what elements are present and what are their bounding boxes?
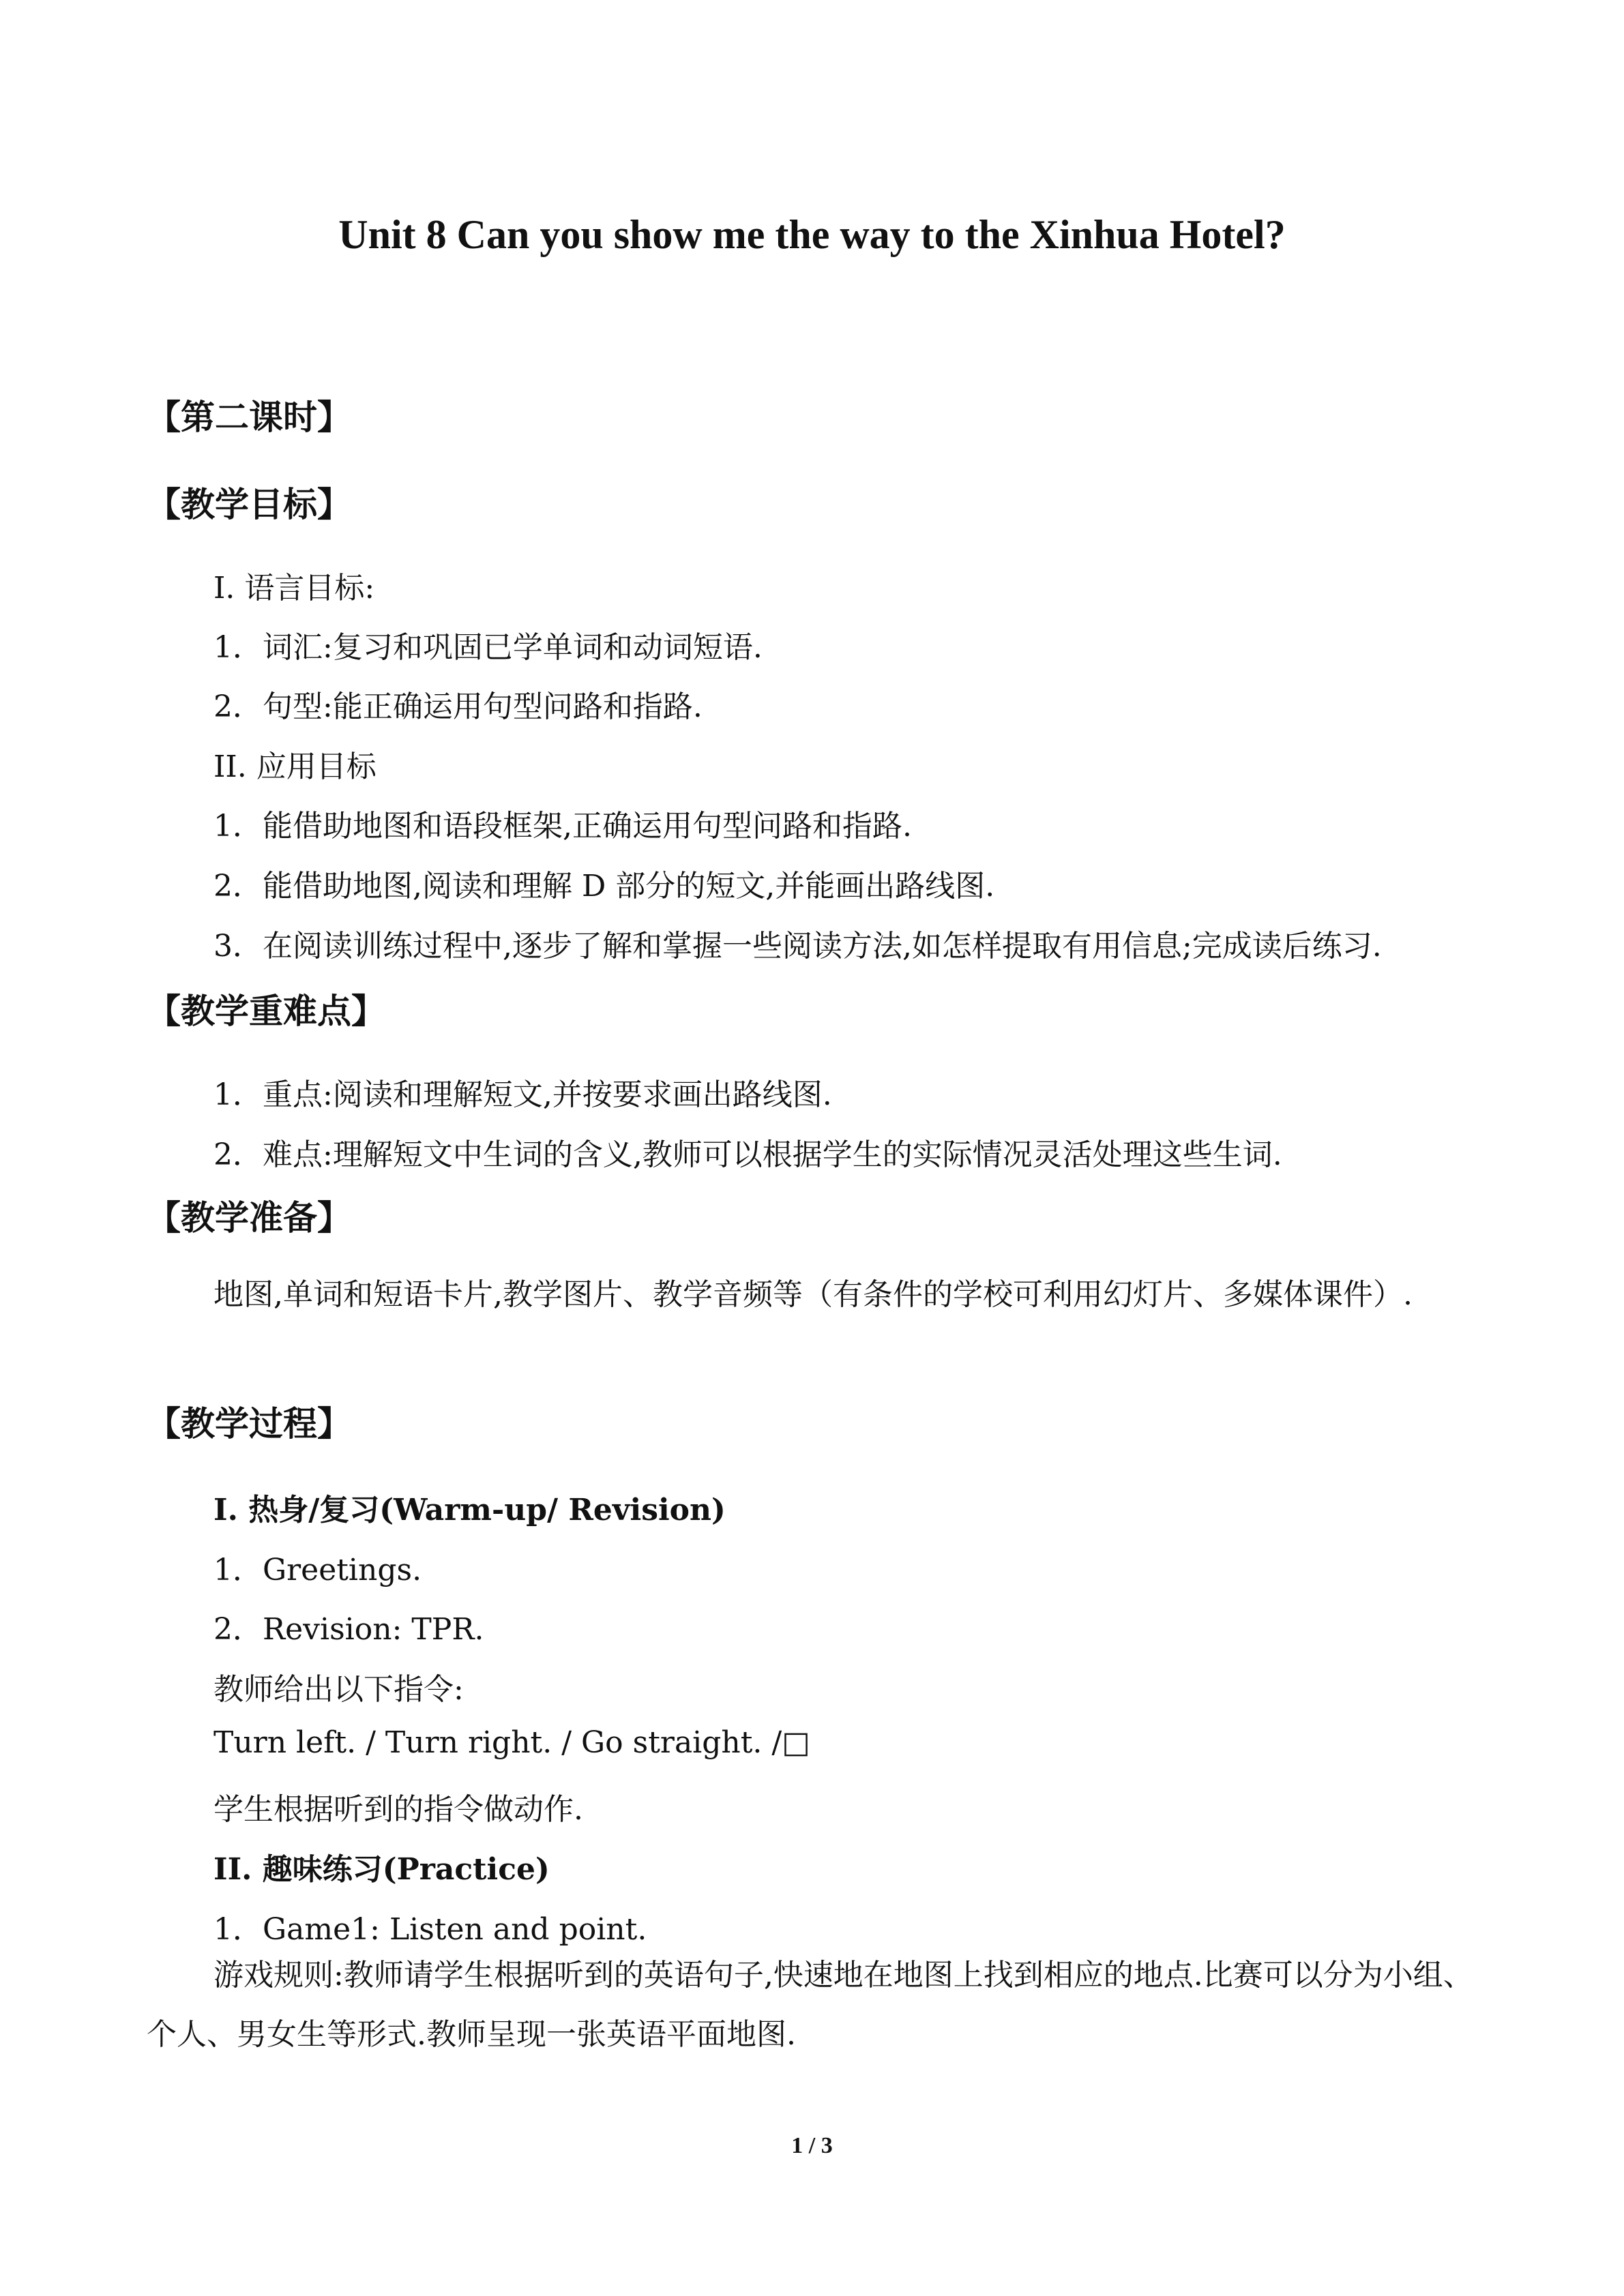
process-game-rules: 游戏规则:教师请学生根据听到的英语句子,快速地在地图上找到相应的地点.比赛可以分为小组、个人、男女生等形式.教师呈现一张英语平面地图. — [147, 1958, 1473, 2052]
objective-language-item: 1．词汇:复习和巩固已学单词和动词短语. — [213, 630, 763, 665]
section-objectives-heading: 【教学目标】 — [147, 485, 351, 524]
keypoint-item: 2．难点:理解短文中生词的含义,教师可以根据学生的实际情况灵活处理这些生词. — [213, 1137, 1282, 1172]
process-warmup-heading: I. 热身/复习(Warm-up/ Revision) — [213, 1493, 726, 1527]
process-step: 教师给出以下指令: — [213, 1672, 464, 1707]
section-preparation-heading: 【教学准备】 — [147, 1198, 351, 1238]
process-step: 2．Revision: TPR. — [213, 1612, 484, 1647]
objective-language-heading: I. 语言目标: — [213, 571, 375, 606]
objective-application-item: 1．能借助地图和语段框架,正确运用句型问路和指路. — [213, 809, 912, 844]
process-step: 1．Greetings. — [213, 1553, 422, 1587]
section-keypoints-heading: 【教学重难点】 — [147, 992, 385, 1031]
objective-application-item: 3．在阅读训练过程中,逐步了解和掌握一些阅读方法,如怎样提取有用信息;完成读后练习. — [213, 929, 1382, 964]
process-step: 1．Game1: Listen and point. — [213, 1912, 647, 1947]
objective-application-heading: II. 应用目标 — [213, 749, 377, 784]
section-lesson-heading: 【第二课时】 — [147, 398, 351, 437]
preparation-text: 地图,单词和短语卡片,教学图片、教学音频等（有条件的学校可利用幻灯片、多媒体课件）. — [213, 1277, 1413, 1312]
objective-application-item: 2．能借助地图,阅读和理解 D 部分的短文,并能画出路线图. — [213, 869, 995, 904]
keypoint-item: 1．重点:阅读和理解短文,并按要求画出路线图. — [213, 1077, 832, 1112]
page-number: 1 / 3 — [791, 2133, 833, 2158]
process-step: 学生根据听到的指令做动作. — [213, 1792, 583, 1827]
section-process-heading: 【教学过程】 — [147, 1404, 351, 1444]
objective-language-item: 2．句型:能正确运用句型问路和指路. — [213, 689, 703, 724]
document-title: Unit 8 Can you show me the way to the Xinhua Hotel? — [338, 212, 1286, 257]
process-practice-heading: II. 趣味练习(Practice) — [213, 1852, 550, 1887]
process-step: Turn left. / Turn right. / Go straight. /□ — [213, 1725, 810, 1760]
